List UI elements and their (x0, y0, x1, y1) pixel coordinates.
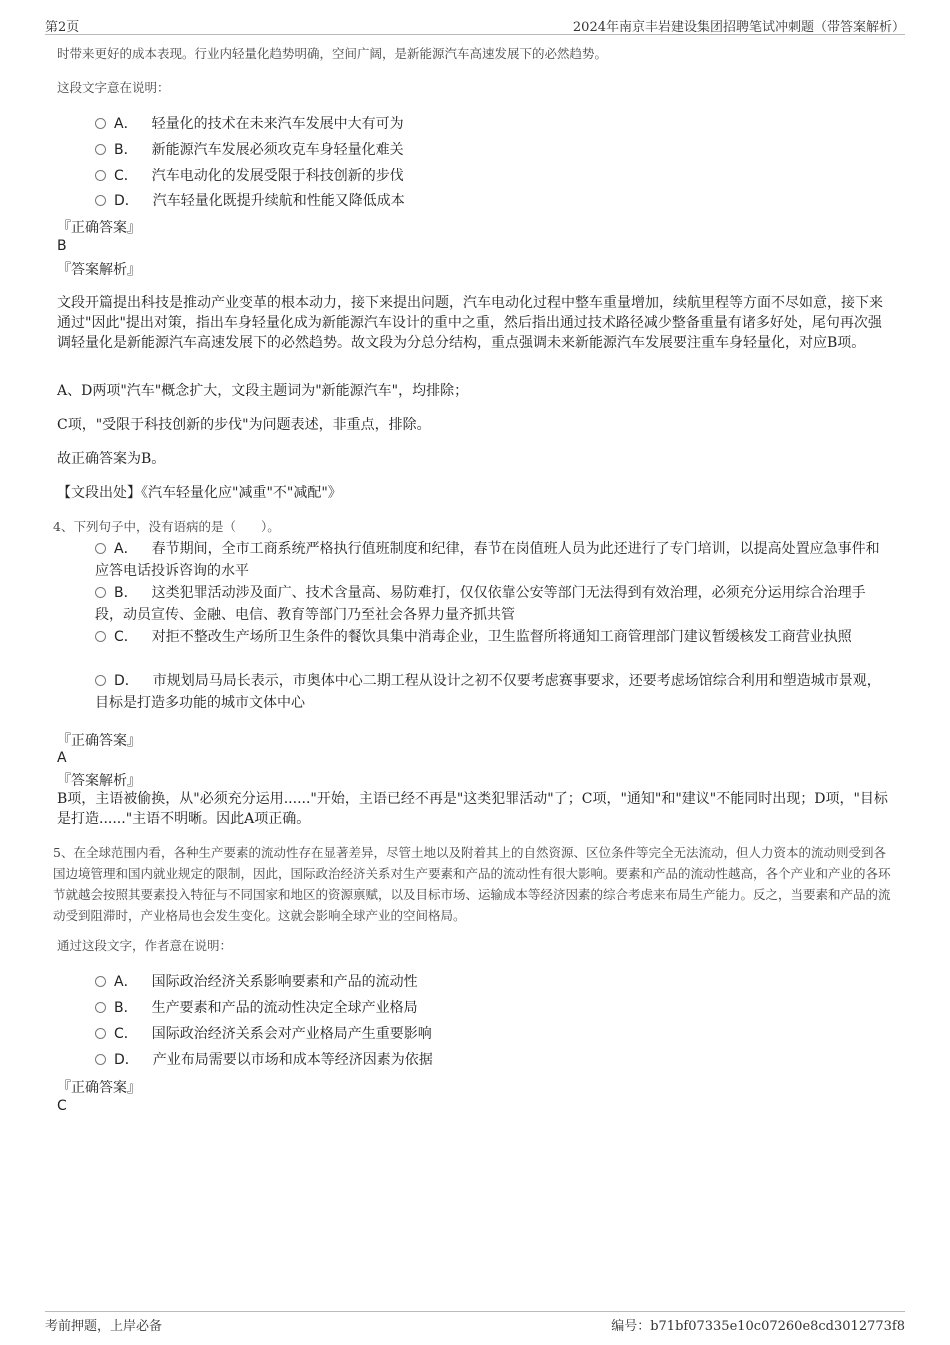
q3-analysis-paragraph-4: 故正确答案为B。 (57, 451, 166, 467)
q3-option-b[interactable]: B． 新能源汽车发展必须攻克车身轻量化难关 (95, 139, 890, 161)
radio-icon[interactable] (95, 1054, 106, 1065)
q4-option-a[interactable]: A． 春节期间，全市工商系统严格执行值班制度和纪律，春节在岗值班人员为此还进行了专门培训，以提高处置应急事件和应答电话投诉咨询的水平 (95, 541, 880, 579)
radio-icon[interactable] (95, 976, 106, 987)
q5-passage: 5、在全球范围内看，各种生产要素的流动性存在显著差异，尽管土地以及附着其上的自然资源、区位条件等完全无法流动，但人力资本的流动则受到各国边境管理和国内就业规定的限制，因此，国际政治经济关系对生产要素和产品的流动性有很大影响。要素和产品的流动性越高，各个产业和产业的各环节就越会按照其要素投入特征与不同国家和地区的资源禀赋，以及目标市场、运输成本等经济因素的综合考虑来布局生产能力。反之，当要素和产品的流动受到阻滞时，产业格局也会发生变化。这就会影响全球产业的空间格局。 (53, 845, 891, 923)
q5-answer-label: 『正确答案』 (57, 1080, 141, 1096)
radio-icon[interactable] (95, 631, 106, 642)
q3-option-c[interactable]: C． 汽车电动化的发展受限于科技创新的步伐 (95, 165, 890, 187)
radio-icon[interactable] (95, 170, 106, 181)
q4-answer-label: 『正确答案』 (57, 733, 141, 749)
radio-icon[interactable] (95, 543, 106, 554)
q4-option-d[interactable]: D． 市规划局马局长表示，市奥体中心二期工程从设计之初不仅要考虑赛事要求，还要考虑场馆综合利用和塑造城市景观，目标是打造多功能的城市文体中心 (95, 673, 881, 711)
page-header (45, 14, 905, 35)
radio-icon[interactable] (95, 118, 106, 129)
q3-analysis-paragraph-3: C项，"受限于科技创新的步伐"为问题表述，非重点，排除。 (57, 417, 431, 433)
q4-option-b[interactable]: B． 这类犯罪活动涉及面广、技术含量高、易防难打，仅仅依靠公安等部门无法得到有效治理，必须充分运用综合治理手段，动员宣传、金融、电信、教育等部门乃至社会各界力量齐抓共管 (95, 585, 866, 623)
q3-analysis-paragraph-2: A、D两项"汽车"概念扩大，文段主题词为"新能源汽车"，均排除； (57, 383, 469, 399)
q5-option-c[interactable]: C． 国际政治经济关系会对产业格局产生重要影响 (95, 1023, 890, 1045)
document-code: 编号：b71bf07335e10c07260e8cd3012773f8 (611, 1319, 905, 1334)
q4-option-c[interactable]: C． 对拒不整改生产场所卫生条件的餐饮具集中消毒企业，卫生监督所将通知工商管理部门建议暂缓核发工商营业执照 (95, 626, 890, 648)
radio-icon[interactable] (95, 1028, 106, 1039)
q3-passage-tail: 时带来更好的成本表现。行业内轻量化趋势明确，空间广阔，是新能源汽车高速发展下的必然趋势。 (57, 46, 608, 61)
q3-option-d[interactable]: D． 汽车轻量化既提升续航和性能又降低成本 (95, 190, 890, 212)
radio-icon[interactable] (95, 195, 106, 206)
q3-analysis-paragraph-1: 文段开篇提出科技是推动产业变革的根本动力，接下来提出问题，汽车电动化过程中整车重量增加，续航里程等方面不尽如意，接下来通过"因此"提出对策，指出车身轻量化成为新能源汽车设计的重中之重，然后指出通过技术路径减少整备重量有诸多好处，尾句再次强调轻量化是新能源汽车高速发展下的必然趋势。故文段为分总分结构，重点强调未来新能源汽车发展要注重车身轻量化，对应B项。 (57, 295, 883, 351)
q3-answer: B (57, 238, 67, 254)
q4-answer: A (57, 750, 67, 766)
q5-option-d[interactable]: D． 产业布局需要以市场和成本等经济因素为依据 (95, 1049, 890, 1071)
q4-analysis-label: 『答案解析』 (57, 773, 141, 789)
page-number: 第2页 (45, 20, 80, 35)
q3-option-a[interactable]: A． 轻量化的技术在未来汽车发展中大有可为 (95, 113, 890, 135)
q3-stem: 这段文字意在说明： (57, 80, 170, 95)
footer-slogan: 考前押题，上岸必备 (45, 1319, 163, 1334)
q5-stem: 通过这段文字，作者意在说明： (57, 938, 233, 953)
radio-icon[interactable] (95, 587, 106, 598)
radio-icon[interactable] (95, 1002, 106, 1013)
q5-answer: C (57, 1098, 67, 1114)
q4-stem: 4、下列句子中，没有语病的是（ ）。 (53, 519, 280, 534)
radio-icon[interactable] (95, 144, 106, 155)
radio-icon[interactable] (95, 675, 106, 686)
q3-answer-label: 『正确答案』 (57, 220, 141, 236)
q5-option-b[interactable]: B． 生产要素和产品的流动性决定全球产业格局 (95, 997, 890, 1019)
page-footer (45, 1311, 905, 1336)
q3-analysis-label: 『答案解析』 (57, 262, 141, 278)
q3-source: 【文段出处】《汽车轻量化应"减重"不"减配"》 (57, 485, 342, 501)
q4-analysis: B项，主语被偷换，从"必须充分运用......"开始，主语已经不再是"这类犯罪活动"了；C项，"通知"和"建议"不能同时出现；D项，"目标是打造......"主语不明晰。因此A项正确。 (57, 791, 888, 827)
document-title: 2024年南京丰岩建设集团招聘笔试冲刺题（带答案解析） (572, 20, 905, 35)
q5-option-a[interactable]: A． 国际政治经济关系影响要素和产品的流动性 (95, 971, 890, 993)
